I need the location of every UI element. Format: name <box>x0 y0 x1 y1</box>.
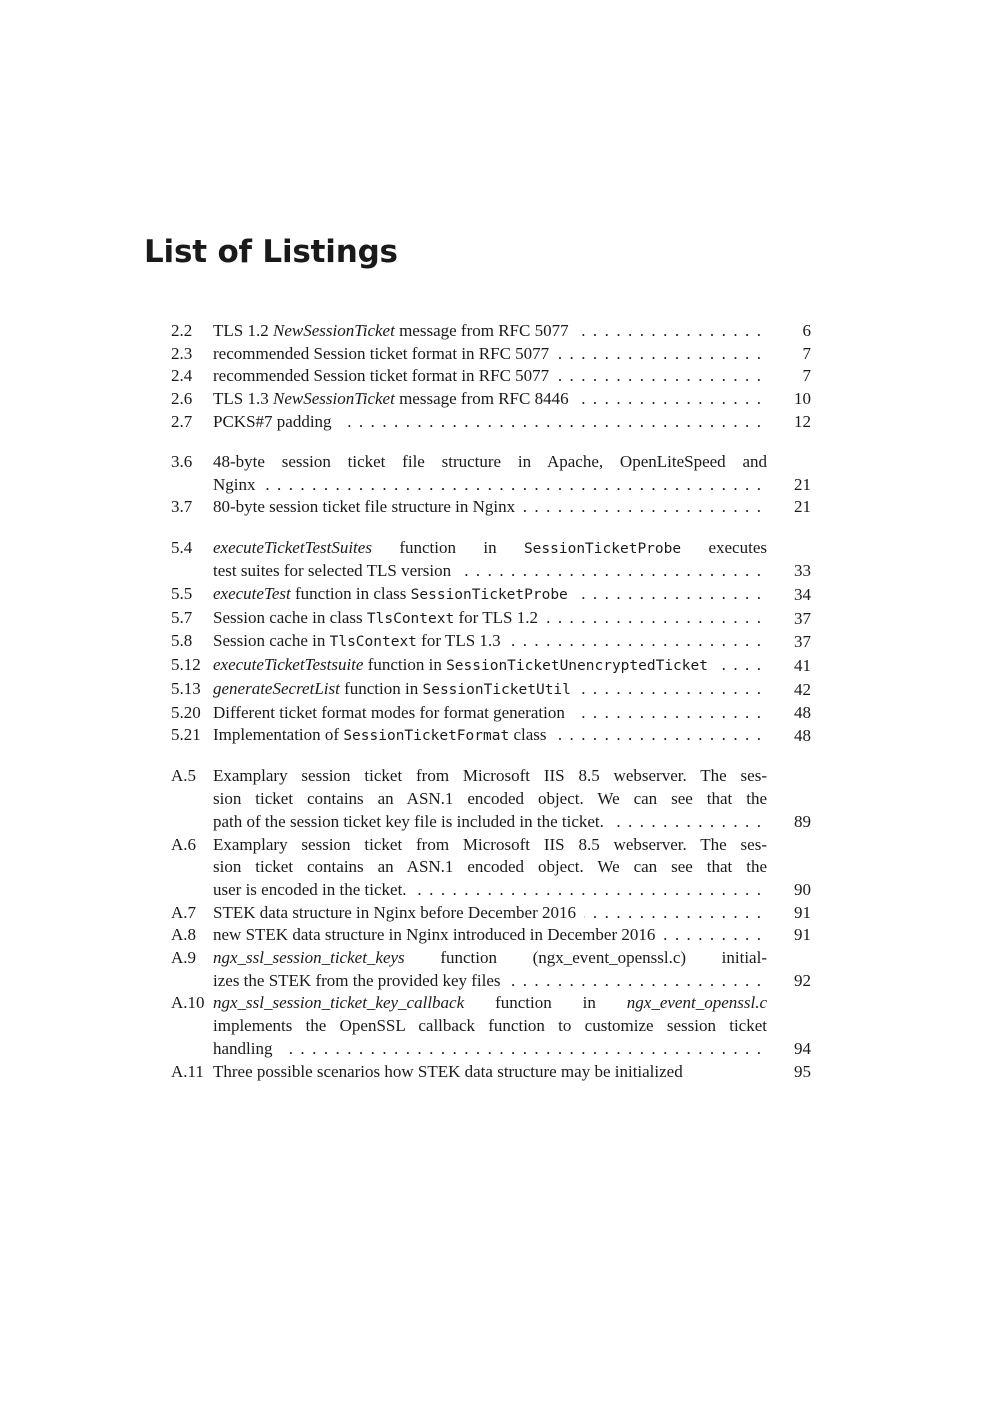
page-number: 7 <box>802 343 811 363</box>
listing-number: 5.8 <box>171 631 193 651</box>
dot-leader <box>459 560 761 583</box>
page-number: 42 <box>794 679 811 699</box>
dot-leader <box>415 879 761 902</box>
caption-segment: executes <box>681 537 767 557</box>
caption-segment: Nginx <box>213 474 256 494</box>
caption-segment: Implementation of <box>213 725 344 745</box>
page-title: List of Listings <box>144 234 398 270</box>
listing-list <box>171 320 811 1101</box>
dot-leader <box>576 583 761 606</box>
dot-leader <box>557 365 761 388</box>
caption-segment: for TLS 1.3 <box>416 631 501 651</box>
listing-caption <box>213 902 767 925</box>
dot-leader <box>546 607 761 630</box>
caption-segment: Three possible scenarios how STEK data structure may be initialized <box>213 1061 683 1081</box>
dot-leader <box>281 1038 762 1061</box>
listing-entry <box>171 834 811 902</box>
caption-line <box>213 320 767 343</box>
page-number: 37 <box>794 608 811 628</box>
italic-term: ngx_ssl_session_ticket_key_callback <box>213 993 465 1013</box>
caption-text <box>213 678 571 702</box>
caption-line <box>213 765 767 788</box>
listing-number: A.9 <box>171 948 197 968</box>
listing-number: A.8 <box>171 925 197 945</box>
caption-line <box>213 811 767 834</box>
caption-text <box>213 365 549 388</box>
dot-leader <box>264 474 762 497</box>
listing-number: 5.12 <box>171 655 201 675</box>
caption-text <box>213 970 501 993</box>
listing-caption <box>213 678 767 702</box>
dot-leader <box>554 724 761 747</box>
italic-term: generateSecretList <box>213 678 340 698</box>
listing-entry <box>171 496 811 519</box>
code-identifier: SessionTicketUnencryptedTicket <box>446 658 708 675</box>
code-identifier: TlsContext <box>366 610 455 627</box>
listing-group <box>171 765 811 1083</box>
listing-number: 2.4 <box>171 366 193 386</box>
caption-text <box>213 811 604 834</box>
caption-line <box>213 474 767 497</box>
page-number: 6 <box>802 321 811 340</box>
listing-entry <box>171 702 811 725</box>
caption-text <box>213 1038 273 1061</box>
caption-line <box>213 560 767 583</box>
dot-leader <box>577 388 761 411</box>
caption-line <box>213 451 767 474</box>
page-number: 48 <box>794 726 811 746</box>
dot-leader <box>663 924 761 947</box>
listing-caption <box>213 630 767 654</box>
caption-segment: path of the session ticket key file is included in the ticket. <box>213 811 604 831</box>
dot-leader <box>716 654 761 677</box>
caption-line <box>213 630 767 654</box>
caption-segment: Examplary session ticket from Microsoft IIS 8.5 webserver. The ses- <box>213 834 767 854</box>
caption-segment: 48-byte session ticket file structure in Apache, OpenLiteSpeed and <box>213 452 767 472</box>
caption-segment: user is encoded in the ticket. <box>213 879 407 899</box>
caption-text <box>213 474 256 497</box>
caption-text <box>213 724 546 748</box>
listing-caption <box>213 583 767 607</box>
dot-leader <box>577 320 761 343</box>
italic-term: executeTicketTestsuite <box>213 655 364 675</box>
listing-number: A.7 <box>171 902 197 922</box>
caption-line <box>213 1038 767 1061</box>
caption-line <box>213 583 767 607</box>
page-number: 48 <box>794 702 811 722</box>
caption-line <box>213 678 767 702</box>
listing-caption <box>213 537 767 583</box>
page-number: 12 <box>794 411 811 431</box>
listing-entry <box>171 947 811 992</box>
code-identifier: SessionTicketFormat <box>343 728 510 745</box>
dot-leader <box>573 702 761 725</box>
caption-line <box>213 879 767 902</box>
caption-line <box>213 834 767 857</box>
caption-segment: recommended Session ticket format in RFC 5077 <box>213 343 550 363</box>
caption-segment: recommended Session ticket format in RFC 5077 <box>213 366 550 386</box>
caption-segment: 80-byte session ticket file structure in Nginx <box>213 497 516 517</box>
caption-segment: implements the OpenSSL callback function to customize session ticket <box>213 1016 767 1036</box>
listing-entry <box>171 765 811 833</box>
page-number: 94 <box>794 1038 811 1058</box>
listing-group <box>171 537 811 748</box>
caption-segment: STEK data structure in Nginx before December 2016 <box>213 902 577 922</box>
caption-text <box>213 607 538 631</box>
caption-text <box>213 630 501 654</box>
caption-text <box>213 343 549 366</box>
caption-segment: Examplary session ticket from Microsoft IIS 8.5 webserver. The ses- <box>213 766 767 786</box>
caption-segment: sion ticket contains an ASN.1 encoded object. We can see that the <box>213 857 767 877</box>
listing-number: A.10 <box>171 993 205 1013</box>
page-number: 10 <box>794 389 811 409</box>
listing-number: A.11 <box>171 1061 204 1081</box>
caption-segment: function (ngx_event_openssl.c) initial- <box>404 948 767 968</box>
page-number: 37 <box>794 632 811 652</box>
italic-term: NewSessionTicket <box>272 321 395 340</box>
italic-term: ngx_ssl_session_ticket_keys <box>213 948 405 968</box>
dot-leader <box>340 411 761 434</box>
caption-line <box>213 411 767 434</box>
caption-segment: TLS 1.3 <box>213 389 273 409</box>
page-number: 21 <box>794 474 811 494</box>
listing-entry <box>171 724 811 748</box>
caption-segment: handling <box>213 1038 273 1058</box>
caption-segment: message from RFC 5077 <box>394 321 569 340</box>
page-number: 90 <box>794 879 811 899</box>
caption-line <box>213 724 767 748</box>
listing-number: 5.5 <box>171 584 193 604</box>
listing-number: A.6 <box>171 834 197 854</box>
listing-number: 5.4 <box>171 537 193 557</box>
code-identifier: SessionTicketUtil <box>422 681 571 698</box>
listing-caption <box>213 320 767 343</box>
page-number: 7 <box>802 366 811 386</box>
caption-segment: Session cache in <box>213 631 330 651</box>
caption-segment: Session cache in class <box>213 607 367 627</box>
listing-entry <box>171 1061 811 1084</box>
caption-line <box>213 365 767 388</box>
caption-line <box>213 1015 767 1038</box>
page-number: 33 <box>794 561 811 581</box>
listing-caption <box>213 411 767 434</box>
listing-caption <box>213 724 767 748</box>
listing-entry <box>171 320 811 343</box>
page-number: 41 <box>794 656 811 676</box>
listing-number: 5.13 <box>171 678 201 698</box>
caption-line <box>213 388 767 411</box>
caption-line <box>213 537 767 561</box>
italic-term: NewSessionTicket <box>272 389 395 409</box>
caption-line <box>213 856 767 879</box>
caption-text <box>213 560 451 583</box>
listing-number: 5.7 <box>171 607 193 627</box>
code-identifier: SessionTicketProbe <box>523 540 682 557</box>
listing-number: 2.3 <box>171 343 193 363</box>
caption-segment: PCKS#7 padding <box>213 411 332 431</box>
listing-entry <box>171 411 811 434</box>
listing-caption <box>213 388 767 411</box>
caption-text <box>213 1061 683 1084</box>
caption-text <box>213 320 569 343</box>
caption-text <box>213 902 576 925</box>
listing-entry <box>171 654 811 678</box>
listing-caption <box>213 654 767 678</box>
caption-line <box>213 1061 767 1084</box>
listing-caption <box>213 834 767 902</box>
listing-number: 2.6 <box>171 389 193 409</box>
caption-text <box>213 879 407 902</box>
listing-entry <box>171 388 811 411</box>
caption-line <box>213 970 767 993</box>
page-number: 21 <box>794 497 811 517</box>
caption-text <box>213 924 655 947</box>
listing-caption <box>213 365 767 388</box>
caption-segment: Different ticket format modes for format generation <box>213 702 565 722</box>
dot-leader <box>509 630 761 653</box>
dot-leader <box>584 902 761 925</box>
italic-term: executeTest <box>213 584 291 604</box>
listing-caption <box>213 496 767 519</box>
listing-group <box>171 451 811 519</box>
caption-line <box>213 496 767 519</box>
caption-line <box>213 607 767 631</box>
italic-term: executeTicketTestSuites <box>213 537 372 557</box>
listing-number: 3.6 <box>171 452 193 472</box>
listing-entry <box>171 992 811 1060</box>
page-number: 34 <box>794 585 811 605</box>
listing-number: 2.7 <box>171 411 193 431</box>
caption-segment: message from RFC 8446 <box>394 389 569 409</box>
listing-caption <box>213 924 767 947</box>
listing-caption <box>213 702 767 725</box>
listing-entry <box>171 607 811 631</box>
caption-segment: sion ticket contains an ASN.1 encoded object. We can see that the <box>213 789 767 809</box>
listing-entry <box>171 343 811 366</box>
caption-segment: test suites for selected TLS version <box>213 561 452 581</box>
listing-group <box>171 320 811 434</box>
caption-segment: TLS 1.2 <box>213 321 273 340</box>
listing-entry <box>171 630 811 654</box>
listing-caption <box>213 451 767 496</box>
caption-line <box>213 343 767 366</box>
listing-caption <box>213 343 767 366</box>
caption-text <box>213 411 332 434</box>
dot-leader <box>509 970 761 993</box>
page-number: 95 <box>794 1061 811 1081</box>
code-identifier: TlsContext <box>329 634 417 651</box>
listing-entry <box>171 365 811 388</box>
dot-leader <box>579 678 761 701</box>
dot-leader <box>557 343 761 366</box>
caption-line <box>213 788 767 811</box>
listing-entry <box>171 537 811 583</box>
caption-segment: class <box>509 725 547 745</box>
caption-line <box>213 902 767 925</box>
listing-caption <box>213 765 767 833</box>
listing-caption <box>213 992 767 1060</box>
listing-number: A.5 <box>171 766 197 786</box>
listing-caption <box>213 607 767 631</box>
caption-text <box>213 388 569 411</box>
listing-entry <box>171 451 811 496</box>
italic-term: ngx_event_openssl.c <box>626 993 767 1013</box>
caption-line <box>213 702 767 725</box>
caption-segment: function in <box>371 537 524 557</box>
caption-text <box>213 702 565 725</box>
caption-text <box>213 496 515 519</box>
listing-caption <box>213 947 767 992</box>
caption-line <box>213 947 767 970</box>
listing-number: 5.21 <box>171 725 201 745</box>
listing-entry <box>171 924 811 947</box>
page-number: 91 <box>794 925 811 945</box>
page-number: 89 <box>794 811 811 831</box>
listing-entry <box>171 583 811 607</box>
caption-line <box>213 992 767 1015</box>
caption-segment: function in <box>339 678 423 698</box>
code-identifier: SessionTicketProbe <box>410 587 568 604</box>
listing-number: 3.7 <box>171 497 193 517</box>
caption-line <box>213 924 767 947</box>
caption-segment: function in class <box>290 584 411 604</box>
dot-leader <box>523 496 761 519</box>
page-number: 91 <box>794 902 811 922</box>
caption-segment: izes the STEK from the provided key files <box>213 970 501 990</box>
caption-segment: new STEK data structure in Nginx introduced in December 2016 <box>213 925 656 945</box>
caption-segment: function in <box>363 655 447 675</box>
dot-leader <box>612 811 761 834</box>
listing-entry <box>171 902 811 925</box>
listing-number: 2.2 <box>171 321 193 340</box>
listing-caption <box>213 1061 767 1084</box>
caption-line <box>213 654 767 678</box>
caption-segment: function in <box>464 993 627 1013</box>
caption-segment: for TLS 1.2 <box>454 607 538 627</box>
listing-number: 5.20 <box>171 702 201 722</box>
caption-text <box>213 583 568 607</box>
listing-entry <box>171 678 811 702</box>
page-number: 92 <box>794 970 811 990</box>
caption-text <box>213 654 708 678</box>
